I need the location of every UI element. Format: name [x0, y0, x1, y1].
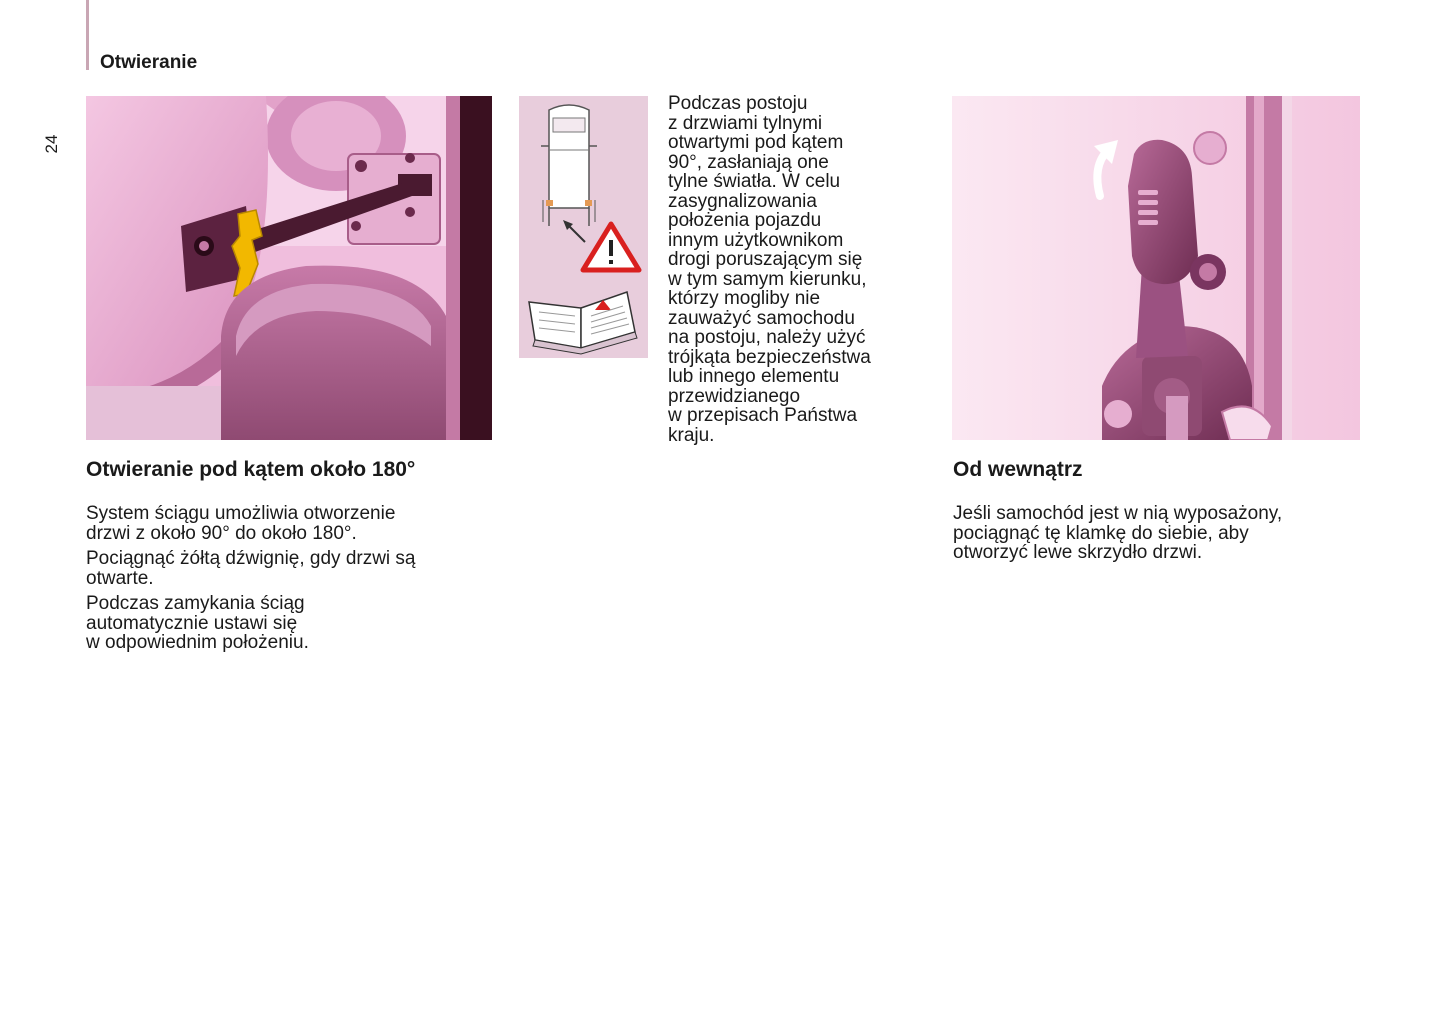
door-check-strap-illustration [86, 96, 492, 440]
paragraph-warning-triangle: Podczas postoju z drzwiami tylnymi otwartymi pod kątem 90°, zasłaniają one tylne światła. W celu zasygnalizowania położenia pojazdu innym użytkownikom drogi poruszającym się w tym samym kierunku, którzy mogliby nie zauważyć samochodu na postoju, należy użyć trójkąta bezpieczeństwa lub innego elementu przewidzianego w przepisach Państwa kraju. [668, 93, 871, 446]
middle-column [668, 94, 928, 445]
paragraph-pull-lever: Pociągnąć żółtą dźwignię, gdy drzwi są otwarte. [86, 548, 416, 589]
page-number: 24 [42, 134, 61, 154]
heading-opening-180: Otwieranie pod kątem około 180° [86, 458, 416, 481]
interior-door-handle-illustration [952, 96, 1360, 440]
right-column [953, 456, 1373, 569]
paragraph-closing: Podczas zamykania ściąg automatycznie ustawi się w odpowiednim położeniu. [86, 593, 309, 653]
left-column [86, 456, 506, 659]
side-rule [86, 0, 89, 70]
paragraph-interior-handle: Jeśli samochód jest w nią wyposażony, pociągnąć tę klamkę do siebie, aby otworzyć lewe skrzydło drzwi. [953, 503, 1283, 563]
paragraph-strap-system: System ściągu umożliwia otworzenie drzwi z około 90° do około 180°. [86, 503, 396, 544]
heading-from-inside: Od wewnątrz [953, 458, 1083, 481]
warning-triangle-illustration [519, 96, 648, 358]
section-title: Otwieranie [100, 52, 198, 73]
